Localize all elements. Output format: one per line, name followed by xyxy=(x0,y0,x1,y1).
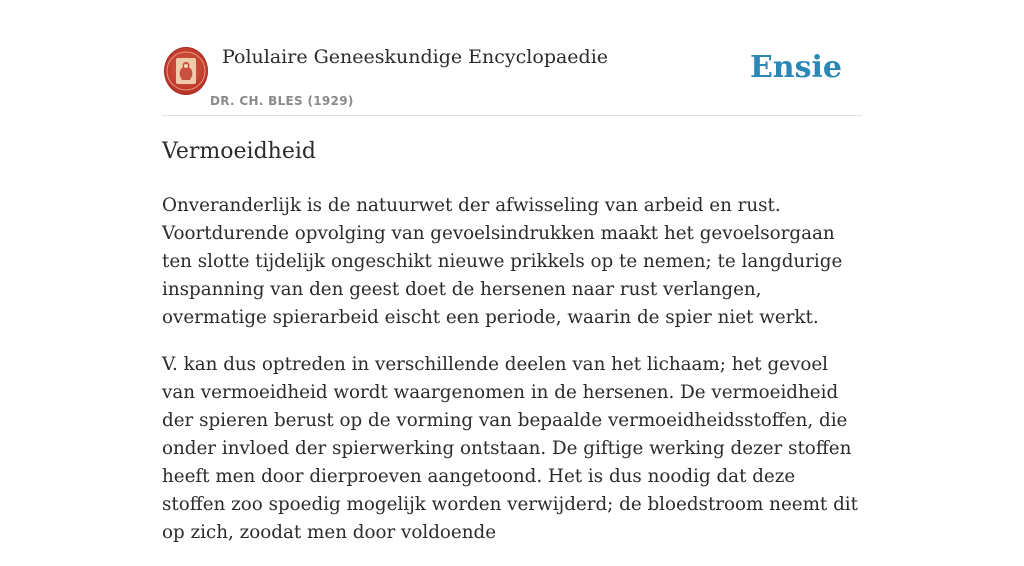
author-credit: DR. CH. BLES (1929) xyxy=(210,94,354,108)
site-header xyxy=(162,40,862,116)
article-body xyxy=(162,192,862,566)
book-title[interactable]: Polulaire Geneeskundige Encyclopaedie xyxy=(222,46,609,68)
encyclopedia-seal-icon[interactable] xyxy=(164,47,208,95)
article-paragraph: Onveranderlijk is de natuurwet der afwisseling van arbeid en rust. Voortdurende opvolging van gevoelsindrukken maakt het gevoelsorgaan ten slotte tijdelijk ongeschikt nieuwe prikkels op te nemen; te langdurige inspanning van den geest doet de hersenen naar rust verlangen, overmatige spierarbeid eischt een periode, waarin de spier niet werkt. xyxy=(162,195,843,328)
brand-logo[interactable]: Ensie xyxy=(749,50,842,85)
article-paragraph: V. kan dus optreden in verschillende deelen van het lichaam; het gevoel van vermoeidheid wordt waargenomen in de hersenen. De vermoeidheid der spieren berust op de vorming van bepaalde vermoeidheidsstoffen, die onder invloed der spierwerking ontstaan. De giftige werking dezer stoffen heeft men door dierproeven aangetoond. Het is dus noodig dat deze stoffen zoo spoedig mogelijk worden verwijderd; de bloedstroom neemt dit op zich, zoodat men door voldoende xyxy=(162,354,858,543)
article-title: Vermoeidheid xyxy=(162,139,316,164)
